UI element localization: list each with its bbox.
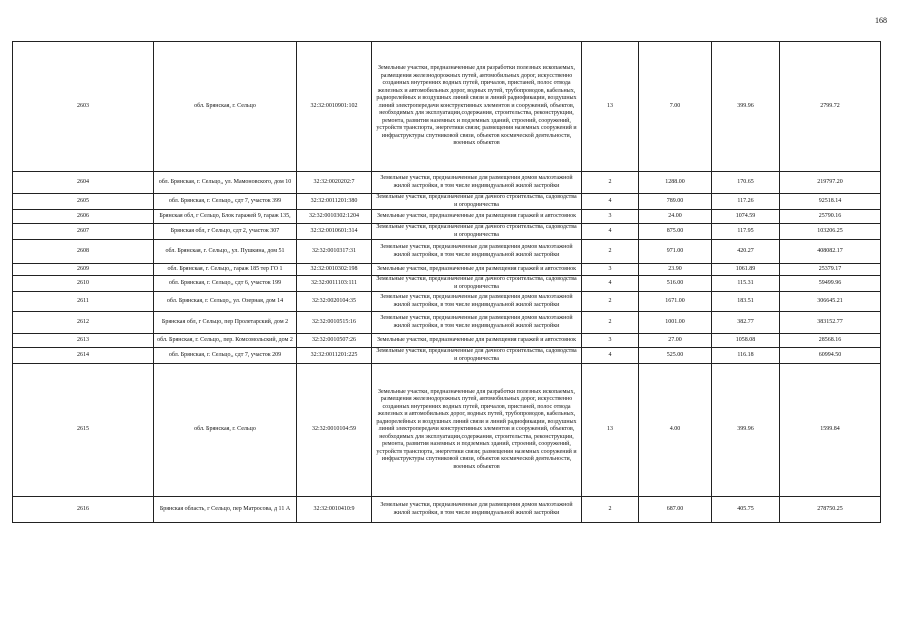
table-row (13, 172, 881, 194)
table-row (13, 334, 881, 348)
cadastral-number-cell: 32:32:0010601:314 (297, 224, 372, 240)
cadastral-value-cell: 1599.84 (780, 364, 881, 497)
cadastral-number-cell: 32:32:0010317:31 (297, 240, 372, 264)
cadastral-number-cell: 32:32:0020202:7 (297, 172, 372, 194)
address-cell: обл. Брянская, г. Сельцо,, ул. Мамоновского, дом 10 (154, 172, 297, 194)
category-code-cell: 3 (582, 334, 639, 348)
category-code-cell: 2 (582, 240, 639, 264)
permitted-use-cell: Земельные участки, предназначенные для размещения домов малоэтажной жилой застройки, в том числе индивидуальной жилой застройки (372, 292, 582, 312)
cadastral-number-cell: 32:32:0010104:59 (297, 364, 372, 497)
category-code-cell: 4 (582, 224, 639, 240)
permitted-use-cell: Земельные участки, предназначенные для размещения домов малоэтажной жилой застройки, в том числе индивидуальной жилой застройки (372, 497, 582, 523)
area-cell: 7.00 (639, 42, 712, 172)
cadastral-value-cell: 408082.17 (780, 240, 881, 264)
cadastral-value-cell: 103206.25 (780, 224, 881, 240)
cadastral-value-cell: 92518.14 (780, 194, 881, 210)
record-number: 2614 (13, 348, 154, 364)
table-row (13, 42, 881, 172)
address-cell: обл. Брянская, г. Сельцо,, ул. Озерная, дом 14 (154, 292, 297, 312)
category-code-cell: 4 (582, 348, 639, 364)
category-code-cell: 13 (582, 364, 639, 497)
record-number: 2613 (13, 334, 154, 348)
cadastral-number-cell: 32:32:0011201:225 (297, 348, 372, 364)
address-cell: обл. Брянская, г. Сельцо,, сдт 6, участок 199 (154, 276, 297, 292)
specific-value-cell: 183.51 (712, 292, 780, 312)
area-cell: 1288.00 (639, 172, 712, 194)
address-cell: Брянская область, г Сельцо, пер Матросова, д 11 А (154, 497, 297, 523)
record-number: 2608 (13, 240, 154, 264)
record-number: 2612 (13, 312, 154, 334)
specific-value-cell: 399.96 (712, 42, 780, 172)
permitted-use-cell: Земельные участки, предназначенные для разработки полезных ископаемых, размещения железнодорожных путей, автомобильных дорог, искусственно созданных внутренних водных путей, причалов, пристаней, полос отвода железных и автомобильных дорог, водных путей, трубопроводов, кабельных, радиорелейных и воздушных линий связи и линий радиофикации, воздушных линий электропередачи конструктивных элементов и сооружений, объектов, необходимых для эксплуатации,содержания, строительства, реконструкции, ремонта, развития наземных и подземных зданий, строений, сооружений, устройств транспорта, энергетики связи; размещения наземных сооружений и инфраструктуры спутниковой связи, объектов космической деятельности, военных объектов (372, 364, 582, 497)
specific-value-cell: 1058.08 (712, 334, 780, 348)
cadastral-number-cell: 32:32:0010507:26 (297, 334, 372, 348)
cadastral-number-cell: 32:32:0020104:35 (297, 292, 372, 312)
category-code-cell: 4 (582, 276, 639, 292)
permitted-use-cell: Земельные участки, предназначенные для размещения гаражей и автостоянок (372, 264, 582, 276)
area-cell: 516.00 (639, 276, 712, 292)
cadastral-value-cell: 219797.20 (780, 172, 881, 194)
area-cell: 27.00 (639, 334, 712, 348)
permitted-use-cell: Земельные участки, предназначенные для дачного строительства, садоводства и огородничества (372, 224, 582, 240)
table-row (13, 312, 881, 334)
cadastral-value-cell: 25379.17 (780, 264, 881, 276)
permitted-use-cell: Земельные участки, предназначенные для размещения домов малоэтажной жилой застройки, в том числе индивидуальной жилой застройки (372, 172, 582, 194)
category-code-cell: 2 (582, 292, 639, 312)
table-row (13, 348, 881, 364)
address-cell: обл. Брянская, г. Сельцо,, сдт 7, участок 399 (154, 194, 297, 210)
table-row (13, 224, 881, 240)
record-number: 2603 (13, 42, 154, 172)
area-cell: 687.00 (639, 497, 712, 523)
table-row (13, 364, 881, 497)
address-cell: обл. Брянская, г. Сельцо,, сдт 7, участок 209 (154, 348, 297, 364)
address-cell: обл. Брянская, г. Сельцо,, пер. Комсомольский, дом 2 (154, 334, 297, 348)
permitted-use-cell: Земельные участки, предназначенные для размещения гаражей и автостоянок (372, 210, 582, 224)
cadastral-value-cell: 28568.16 (780, 334, 881, 348)
address-cell: обл. Брянская, г. Сельцо,, ул. Пушкина, дом 51 (154, 240, 297, 264)
table-row (13, 497, 881, 523)
record-number: 2610 (13, 276, 154, 292)
category-code-cell: 3 (582, 210, 639, 224)
cadastral-value-cell: 25790.16 (780, 210, 881, 224)
address-cell: Брянская обл, г Сельцо, пер Пролетарский, дом 2 (154, 312, 297, 334)
land-registry-table (12, 41, 881, 523)
category-code-cell: 3 (582, 264, 639, 276)
address-cell: Брянская обл, г Сельцо, сдт 2, участок 307 (154, 224, 297, 240)
record-number: 2616 (13, 497, 154, 523)
permitted-use-cell: Земельные участки, предназначенные для размещения домов малоэтажной жилой застройки, в том числе индивидуальной жилой застройки (372, 312, 582, 334)
specific-value-cell: 170.65 (712, 172, 780, 194)
cadastral-value-cell: 306645.21 (780, 292, 881, 312)
record-number: 2605 (13, 194, 154, 210)
category-code-cell: 2 (582, 497, 639, 523)
cadastral-number-cell: 32:32:0011201:380 (297, 194, 372, 210)
category-code-cell: 4 (582, 194, 639, 210)
record-number: 2611 (13, 292, 154, 312)
table-row (13, 276, 881, 292)
permitted-use-cell: Земельные участки, предназначенные для размещения гаражей и автостоянок (372, 334, 582, 348)
permitted-use-cell: Земельные участки, предназначенные для разработки полезных ископаемых, размещения железнодорожных путей, автомобильных дорог, искусственно созданных внутренних водных путей, причалов, пристаней, полос отвода железных и автомобильных дорог, водных путей, трубопроводов, кабельных, радиорелейных и воздушных линий связи и линий радиофикации, воздушных линий электропередачи конструктивных элементов и сооружений, объектов, необходимых для эксплуатации,содержания, строительства, реконструкции, ремонта, развития наземных и подземных зданий, строений, сооружений, устройств транспорта, энергетики связи; размещения наземных сооружений и инфраструктуры спутниковой связи, объектов космической деятельности, военных объектов (372, 42, 582, 172)
area-cell: 24.00 (639, 210, 712, 224)
table-row (13, 194, 881, 210)
record-number: 2606 (13, 210, 154, 224)
record-number: 2609 (13, 264, 154, 276)
specific-value-cell: 420.27 (712, 240, 780, 264)
area-cell: 4.00 (639, 364, 712, 497)
table-row (13, 292, 881, 312)
area-cell: 971.00 (639, 240, 712, 264)
specific-value-cell: 117.95 (712, 224, 780, 240)
area-cell: 23.90 (639, 264, 712, 276)
address-cell: обл. Брянская, г. Сельцо (154, 364, 297, 497)
address-cell: обл. Брянская, г. Сельцо,, гараж 185 тер ГО 1 (154, 264, 297, 276)
cadastral-number-cell: 32:32:0010515:16 (297, 312, 372, 334)
cadastral-number-cell: 32:32:0010901:102 (297, 42, 372, 172)
category-code-cell: 13 (582, 42, 639, 172)
specific-value-cell: 1074.59 (712, 210, 780, 224)
cadastral-number-cell: 32:32:0010302:198 (297, 264, 372, 276)
record-number: 2607 (13, 224, 154, 240)
area-cell: 525.00 (639, 348, 712, 364)
cadastral-number-cell: 32:32:0010410:9 (297, 497, 372, 523)
specific-value-cell: 1061.89 (712, 264, 780, 276)
permitted-use-cell: Земельные участки, предназначенные для дачного строительства, садоводства и огородничества (372, 348, 582, 364)
permitted-use-cell: Земельные участки, предназначенные для дачного строительства, садоводства и огородничества (372, 194, 582, 210)
cadastral-value-cell: 60994.50 (780, 348, 881, 364)
specific-value-cell: 115.31 (712, 276, 780, 292)
area-cell: 875.00 (639, 224, 712, 240)
table-body (13, 42, 881, 523)
specific-value-cell: 117.26 (712, 194, 780, 210)
area-cell: 789.00 (639, 194, 712, 210)
specific-value-cell: 382.77 (712, 312, 780, 334)
cadastral-value-cell: 2799.72 (780, 42, 881, 172)
page-number: 168 (875, 16, 887, 25)
specific-value-cell: 399.96 (712, 364, 780, 497)
cadastral-value-cell: 59499.96 (780, 276, 881, 292)
cadastral-value-cell: 278750.25 (780, 497, 881, 523)
permitted-use-cell: Земельные участки, предназначенные для дачного строительства, садоводства и огородничества (372, 276, 582, 292)
cadastral-value-cell: 383152.77 (780, 312, 881, 334)
cadastral-number-cell: 32:32:0010302:1204 (297, 210, 372, 224)
category-code-cell: 2 (582, 172, 639, 194)
specific-value-cell: 405.75 (712, 497, 780, 523)
address-cell: Брянская обл, г Сельцо, Блок гаражей 9, гараж 135, (154, 210, 297, 224)
table-row (13, 264, 881, 276)
table-row (13, 240, 881, 264)
record-number: 2615 (13, 364, 154, 497)
cadastral-number-cell: 32:32:0011103:111 (297, 276, 372, 292)
specific-value-cell: 116.18 (712, 348, 780, 364)
permitted-use-cell: Земельные участки, предназначенные для размещения домов малоэтажной жилой застройки, в том числе индивидуальной жилой застройки (372, 240, 582, 264)
area-cell: 1671.00 (639, 292, 712, 312)
category-code-cell: 2 (582, 312, 639, 334)
address-cell: обл. Брянская, г. Сельцо (154, 42, 297, 172)
table-row (13, 210, 881, 224)
area-cell: 1001.00 (639, 312, 712, 334)
record-number: 2604 (13, 172, 154, 194)
